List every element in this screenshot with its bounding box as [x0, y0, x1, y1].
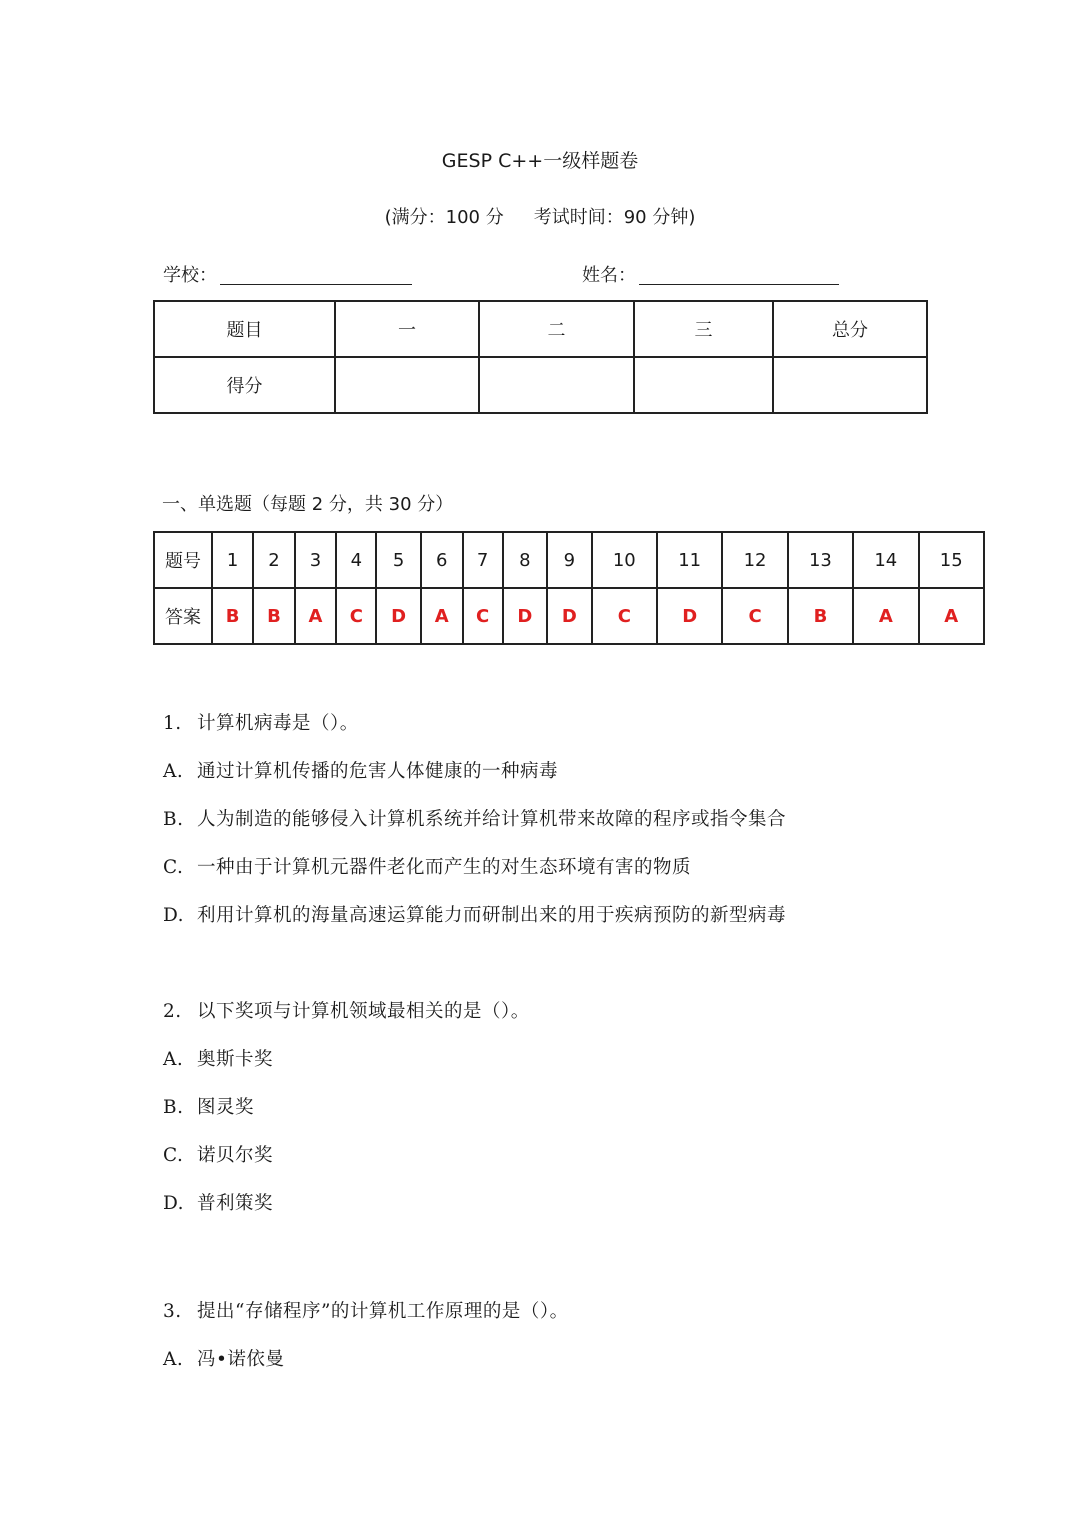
score-cell[interactable]	[335, 357, 479, 413]
question-2-option-c	[163, 1141, 273, 1167]
answer-table	[153, 531, 985, 645]
question-number-cell: 9	[547, 532, 592, 588]
option-key: C.	[163, 1145, 184, 1166]
answer-cell: C	[722, 588, 787, 644]
answer-cell: D	[657, 588, 722, 644]
question-text: 以下奖项与计算机领域最相关的是（）。	[197, 1001, 530, 1022]
question-number-cell: 2	[253, 532, 294, 588]
answer-label: 答案	[154, 588, 212, 644]
question-1-option-d	[163, 901, 786, 927]
option-key: A.	[163, 1049, 184, 1070]
answer-cell: A	[295, 588, 337, 644]
option-key: D.	[163, 1193, 185, 1214]
question-1-option-a	[163, 757, 558, 783]
answer-cell: B	[253, 588, 294, 644]
score-header-row	[154, 301, 927, 357]
exam-info	[0, 203, 1080, 229]
option-text: 利用计算机的海量高速运算能力而研制出来的用于疾病预防的新型病毒	[197, 905, 787, 926]
option-text: 普利策奖	[197, 1193, 274, 1214]
question-number-cell: 15	[919, 532, 985, 588]
question-2-stem	[163, 997, 530, 1023]
score-cell[interactable]	[634, 357, 773, 413]
option-key: D.	[163, 905, 185, 926]
question-1-option-b	[163, 805, 786, 831]
answer-cell: C	[463, 588, 503, 644]
option-key: B.	[163, 1097, 184, 1118]
section-title: 一、单选题（每题 2 分，共 30 分）	[162, 494, 454, 515]
question-2-option-b	[163, 1093, 254, 1119]
option-key: B.	[163, 809, 184, 830]
score-header-cell: 题目	[154, 301, 335, 357]
question-number-cell: 4	[336, 532, 376, 588]
question-number-cell: 13	[788, 532, 853, 588]
score-header-cell: 二	[479, 301, 634, 357]
option-text: 一种由于计算机元器件老化而产生的对生态环境有害的物质	[197, 857, 692, 878]
question-number-cell: 6	[421, 532, 463, 588]
option-text: 诺贝尔奖	[197, 1145, 274, 1166]
question-number-cell: 7	[463, 532, 503, 588]
question-number: 3.	[163, 1301, 182, 1322]
score-header-cell: 三	[634, 301, 773, 357]
question-1-stem	[163, 709, 359, 735]
score-cell[interactable]	[773, 357, 927, 413]
answer-cell: A	[421, 588, 463, 644]
answer-cell: D	[547, 588, 592, 644]
option-text: 冯•诺依曼	[197, 1349, 285, 1370]
full-score: (满分：100 分	[384, 207, 504, 228]
question-1-option-c	[163, 853, 691, 879]
answer-cell: C	[336, 588, 376, 644]
question-2-option-d	[163, 1189, 273, 1215]
page-title: GESP C++一级样题卷	[441, 150, 639, 172]
answer-cell: D	[503, 588, 548, 644]
question-number: 2.	[163, 1001, 182, 1022]
option-key: C.	[163, 857, 184, 878]
option-text: 通过计算机传播的危害人体健康的一种病毒	[197, 761, 559, 782]
question-number-row	[154, 532, 984, 588]
answer-cell: C	[592, 588, 657, 644]
name-label: 姓名：	[582, 265, 636, 286]
score-value-row	[154, 357, 927, 413]
score-table	[153, 300, 928, 414]
score-cell[interactable]	[479, 357, 634, 413]
question-number-cell: 1	[212, 532, 253, 588]
question-2-option-a	[163, 1045, 273, 1071]
question-3-option-a	[163, 1345, 284, 1371]
school-field[interactable]	[220, 284, 412, 285]
option-key: A.	[163, 761, 184, 782]
question-number-cell: 12	[722, 532, 787, 588]
answer-cell: B	[212, 588, 253, 644]
question-number-cell: 11	[657, 532, 722, 588]
question-text: 提出“存储程序”的计算机工作原理的是（）。	[197, 1301, 569, 1322]
answer-row	[154, 588, 984, 644]
score-header-cell: 一	[335, 301, 479, 357]
option-text: 奥斯卡奖	[197, 1049, 274, 1070]
option-text: 图灵奖	[197, 1097, 255, 1118]
score-row-label: 得分	[154, 357, 335, 413]
question-number-cell: 14	[853, 532, 918, 588]
exam-time: 考试时间：90 分钟)	[533, 207, 696, 228]
question-3-stem	[163, 1297, 569, 1323]
question-number: 1.	[163, 713, 182, 734]
answer-cell: A	[853, 588, 918, 644]
school-label: 学校：	[163, 265, 217, 286]
question-number-cell: 5	[376, 532, 421, 588]
option-text: 人为制造的能够侵入计算机系统并给计算机带来故障的程序或指令集合	[197, 809, 787, 830]
score-header-cell: 总分	[773, 301, 927, 357]
question-number-label: 题号	[154, 532, 212, 588]
question-number-cell: 3	[295, 532, 337, 588]
name-field[interactable]	[639, 284, 839, 285]
question-text: 计算机病毒是（）。	[197, 713, 359, 734]
question-number-cell: 10	[592, 532, 657, 588]
answer-cell: D	[376, 588, 421, 644]
option-key: A.	[163, 1349, 184, 1370]
question-number-cell: 8	[503, 532, 548, 588]
answer-cell: A	[919, 588, 985, 644]
answer-cell: B	[788, 588, 853, 644]
